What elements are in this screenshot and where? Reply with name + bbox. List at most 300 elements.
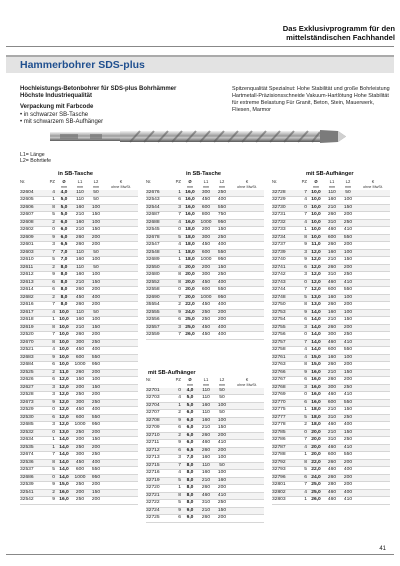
price-cell — [230, 477, 264, 485]
table-cell: 3 — [304, 384, 307, 390]
table-cell: 250 — [91, 339, 101, 345]
table-cell: 8,0 — [186, 477, 194, 483]
table-cell: 450 — [75, 407, 85, 413]
table-cell: 550 — [343, 347, 353, 353]
table-cell: 950 — [217, 294, 227, 300]
table-row — [20, 377, 138, 385]
table-cell: 20,0 — [311, 429, 321, 435]
table-cell: 550 — [343, 234, 353, 240]
table-cell: 32605 — [20, 197, 34, 203]
price-cell — [104, 324, 138, 332]
table-row — [20, 384, 138, 392]
table-row — [272, 204, 390, 212]
price-cell — [230, 470, 264, 478]
price-cell — [356, 482, 390, 490]
table-row — [146, 477, 264, 485]
price-cell — [356, 339, 390, 347]
table-cell: 18,0 — [311, 414, 321, 420]
price-cell — [104, 264, 138, 272]
table-cell: 200 — [201, 227, 211, 233]
price-cell — [104, 332, 138, 340]
table-cell: 200 — [217, 447, 227, 453]
price-cell — [230, 294, 264, 302]
table-row — [20, 324, 138, 332]
table-row — [20, 497, 138, 505]
table-cell: 4 — [178, 395, 181, 401]
col-l1: L1 — [329, 180, 335, 185]
table-cell: 110 — [328, 189, 336, 195]
table-cell: 4 — [304, 489, 307, 495]
price-cell — [356, 287, 390, 295]
table-cell: 32613 — [20, 279, 34, 285]
price-cell — [356, 459, 390, 467]
table-cell: 310 — [327, 414, 337, 420]
table-cell: 11,0 — [59, 369, 69, 375]
table-cell: 150 — [91, 384, 101, 390]
table-cell: 200 — [343, 302, 353, 308]
table-row — [272, 197, 390, 205]
table-cell: 200 — [343, 212, 353, 218]
table-row — [272, 452, 390, 460]
table-row — [20, 197, 138, 205]
table-cell: 460 — [327, 489, 337, 495]
feature-text: Spitzenqualität Spezialnut: Hohe Stabilität und große Bohrleistung Hartmetall-Präzisionsschneide Vakuum-Hartlötung Hohe Stabilität für extreme Belastung Für Granit, Beton, Stein, Mauerwerk, Fliesen, Marmor — [232, 86, 390, 113]
col-pz: PZ — [49, 180, 55, 185]
table-cell: 4,0 — [186, 387, 194, 393]
table-cell: 250 — [75, 497, 85, 503]
table-cell: 100 — [91, 204, 101, 210]
col-l2: L2 — [345, 180, 351, 185]
table-cell: 2 — [52, 369, 55, 375]
table-cell: 32520 — [20, 332, 34, 338]
table-cell: 32703 — [146, 395, 160, 401]
table-cell: 5 — [178, 500, 181, 506]
table-cell: 8 — [178, 279, 181, 285]
table-cell: 950 — [91, 362, 101, 368]
price-cell — [230, 234, 264, 242]
table-cell: 160 — [75, 257, 85, 263]
price-cell — [104, 227, 138, 235]
table-row — [20, 294, 138, 302]
table-cell: 2 — [52, 219, 55, 225]
table-row — [20, 332, 138, 340]
table-row — [272, 227, 390, 235]
table-cell: 7 — [52, 302, 55, 308]
table-cell: 5 — [52, 467, 55, 473]
table-cell: 410 — [343, 227, 353, 233]
table-cell: 24,0 — [185, 309, 195, 315]
table-row — [20, 249, 138, 257]
table-cell: 8 — [304, 459, 307, 465]
table-cell: 32525 — [20, 369, 34, 375]
price-cell — [104, 414, 138, 422]
table-cell: 5 — [52, 257, 55, 263]
table-cell: 200 — [217, 317, 227, 323]
table-cell: 600 — [201, 249, 211, 255]
table-cell: 7 — [178, 294, 181, 300]
table-cell: 20,0 — [311, 444, 321, 450]
price-cell — [356, 422, 390, 430]
table-cell: 32709 — [146, 425, 160, 431]
price-cell — [104, 317, 138, 325]
table-cell: 6,0 — [186, 417, 194, 423]
price-cell — [230, 264, 264, 272]
table-cell: 260 — [327, 324, 337, 330]
table-cell: 32733 — [272, 227, 286, 233]
col-pz: PZ — [175, 378, 181, 383]
table-cell: 260 — [75, 234, 85, 240]
table-cell: 0 — [304, 392, 307, 398]
table-cell: 200 — [75, 437, 85, 443]
table-cell: 400 — [91, 294, 101, 300]
price-cell — [104, 437, 138, 445]
table-cell: 5 — [178, 234, 181, 240]
price-cell — [356, 309, 390, 317]
table-cell: 32602 — [20, 227, 34, 233]
table-cell: 9 — [52, 272, 55, 278]
table-cell: 32753 — [272, 309, 286, 315]
table-cell: 25,0 — [185, 317, 195, 323]
table-cell: 110 — [76, 249, 84, 255]
table-cell: 32704 — [146, 402, 160, 408]
table-cell: 5 — [304, 294, 307, 300]
table-cell: 16,0 — [185, 197, 195, 203]
table-cell: 8,0 — [60, 279, 68, 285]
price-cell — [230, 272, 264, 280]
table-row — [272, 437, 390, 445]
price-cell — [104, 309, 138, 317]
table-cell: 14,0 — [311, 317, 321, 323]
table-cell: 150 — [343, 369, 353, 375]
table-cell: 14,0 — [311, 332, 321, 338]
table-cell: 32687 — [146, 212, 160, 218]
table-cell: 9,0 — [186, 515, 194, 521]
table-cell: 16,0 — [311, 369, 321, 375]
price-cell — [230, 395, 264, 403]
table-cell: 1000 — [200, 294, 212, 300]
table-row — [272, 497, 390, 505]
table-cell: 2 — [178, 410, 181, 416]
table-cell: 32614 — [20, 287, 34, 293]
price-cell — [230, 257, 264, 265]
table-cell: 20,0 — [185, 272, 195, 278]
table-cell: 8 — [178, 492, 181, 498]
col-diameter: Ø — [314, 180, 318, 185]
table-cell: 32756 — [272, 332, 286, 338]
table-cell: 400 — [343, 422, 353, 428]
table-cell: 7 — [304, 189, 307, 195]
price-cell — [230, 500, 264, 508]
price-cell — [356, 384, 390, 392]
table-cell: 250 — [91, 452, 101, 458]
table-cell: 20,0 — [185, 294, 195, 300]
table-cell: 1000 — [74, 474, 86, 480]
table-row — [20, 190, 138, 197]
table-cell: 32796 — [272, 474, 286, 480]
table-row — [20, 264, 138, 272]
table-cell: 200 — [91, 242, 101, 248]
table-cell: 32769 — [272, 392, 286, 398]
table-cell: 460 — [327, 497, 337, 503]
table-cell: 600 — [327, 347, 337, 353]
table-cell: 32741 — [272, 264, 286, 270]
price-cell — [104, 467, 138, 475]
price-cell — [104, 459, 138, 467]
table-cell: 20,0 — [185, 264, 195, 270]
table-cell: 950 — [91, 474, 101, 480]
table-row — [20, 309, 138, 317]
table-cell: 32689 — [146, 257, 160, 263]
table-cell: 260 — [327, 302, 337, 308]
table-cell: 1 — [52, 317, 55, 323]
table-cell: 50 — [219, 395, 225, 401]
unit-mm: mm — [328, 185, 336, 189]
table-cell: 32608 — [20, 219, 34, 225]
table-cell: 4 — [304, 219, 307, 225]
table-cell: 160 — [201, 402, 211, 408]
table-cell: 32611 — [20, 264, 34, 270]
table-cell: 6 — [304, 399, 307, 405]
table-cell: 100 — [343, 197, 353, 203]
table-cell: 160 — [75, 204, 85, 210]
table-cell: 5,0 — [186, 402, 194, 408]
price-cell — [230, 492, 264, 500]
table-cell: 110 — [76, 264, 84, 270]
table-cell: 26,0 — [311, 497, 321, 503]
table-cell: 410 — [343, 279, 353, 285]
price-cell — [104, 204, 138, 212]
page-title: Hammerbohrer SDS-plus — [20, 59, 145, 71]
table-cell: 150 — [91, 324, 101, 330]
table-cell: 6 — [52, 414, 55, 420]
table-cell: 200 — [343, 482, 353, 488]
table-cell: 7,0 — [60, 249, 68, 255]
table-cell: 9 — [304, 309, 307, 315]
section-bag-1: in SB-Tasche — [58, 171, 94, 177]
table-cell: 7 — [52, 452, 55, 458]
table-cell: 4 — [304, 347, 307, 353]
col-price: € — [371, 180, 375, 185]
price-cell — [356, 264, 390, 272]
table-cell: 32627 — [20, 384, 34, 390]
price-cell — [356, 279, 390, 287]
price-cell — [356, 197, 390, 205]
table-cell: 400 — [217, 324, 227, 330]
table-cell: 260 — [327, 242, 337, 248]
table-cell: 32542 — [20, 497, 34, 503]
table-cell: 5 — [52, 212, 55, 218]
table-cell: 0 — [304, 204, 307, 210]
table-cell: 18,0 — [185, 234, 195, 240]
table-cell: 6 — [178, 317, 181, 323]
table-row — [272, 324, 390, 332]
price-cell — [356, 332, 390, 340]
table-cell: 300 — [201, 189, 211, 195]
price-cell — [104, 347, 138, 355]
table-cell: 400 — [217, 332, 227, 338]
table-cell: 14,0 — [59, 444, 69, 450]
table-cell: 250 — [75, 392, 85, 398]
price-cell — [104, 482, 138, 490]
table-row — [20, 257, 138, 265]
table-cell: 50 — [93, 197, 99, 203]
table-cell: 32742 — [272, 272, 286, 278]
table-cell: 32758 — [272, 347, 286, 353]
table-cell: 7 — [178, 332, 181, 338]
table-cell: 460 — [327, 467, 337, 473]
table-cell: 150 — [343, 204, 353, 210]
table-cell: 410 — [343, 444, 353, 450]
table-cell: 22,0 — [185, 302, 195, 308]
price-cell — [356, 272, 390, 280]
table-row — [146, 279, 264, 287]
table-cell: 6,5 — [60, 242, 68, 248]
table-cell: 16,0 — [185, 212, 195, 218]
table-row — [146, 515, 264, 523]
product-table-3 — [272, 180, 390, 505]
table-row — [146, 410, 264, 418]
table-cell: 7 — [304, 287, 307, 293]
table-row — [20, 212, 138, 220]
table-cell: 32530 — [20, 414, 34, 420]
table-cell: 100 — [217, 455, 227, 461]
table-cell: 7 — [178, 212, 181, 218]
table-cell: 600 — [75, 467, 85, 473]
table-cell: 32521 — [20, 347, 34, 353]
table-cell: 32801 — [272, 482, 286, 488]
price-cell — [104, 429, 138, 437]
table-cell: 6 — [304, 377, 307, 383]
price-cell — [356, 452, 390, 460]
table-cell: 32775 — [272, 407, 286, 413]
table-cell: 260 — [327, 474, 337, 480]
table-cell: 100 — [343, 309, 353, 315]
table-cell: 3 — [304, 249, 307, 255]
table-cell: 32768 — [272, 384, 286, 390]
price-cell — [356, 399, 390, 407]
price-cell — [230, 515, 264, 523]
table-cell: 32739 — [272, 249, 286, 255]
table-cell: 150 — [343, 257, 353, 263]
table-row — [146, 287, 264, 295]
price-cell — [230, 212, 264, 220]
table-cell: 12,0 — [59, 384, 69, 390]
table-cell: 1 — [178, 189, 181, 195]
table-row — [272, 429, 390, 437]
table-cell: 32685 — [20, 422, 34, 428]
table-cell: 210 — [327, 257, 337, 263]
table-cell: 32728 — [272, 189, 286, 195]
price-cell — [230, 227, 264, 235]
table-cell: 0 — [178, 387, 181, 393]
table-cell: 1 — [52, 437, 55, 443]
price-cell — [230, 317, 264, 325]
price-cell — [356, 497, 390, 505]
table-cell: 160 — [75, 219, 85, 225]
table-cell: 150 — [91, 437, 101, 443]
table-cell: 9 — [52, 354, 55, 360]
price-cell — [356, 302, 390, 310]
table-cell: 32676 — [146, 189, 160, 195]
table-cell: 600 — [327, 287, 337, 293]
table-cell: 150 — [343, 407, 353, 413]
table-cell: 32616 — [20, 302, 34, 308]
table-row — [272, 482, 390, 490]
table-cell: 14,0 — [59, 467, 69, 473]
table-cell: 50 — [93, 189, 99, 195]
table-cell: 550 — [91, 467, 101, 473]
table-cell: 5 — [304, 414, 307, 420]
table-row — [146, 294, 264, 302]
table-row — [272, 377, 390, 385]
table-row — [272, 407, 390, 415]
table-cell: 50 — [93, 309, 99, 315]
table-cell: 550 — [343, 452, 353, 458]
table-cell: 5 — [178, 477, 181, 483]
table-cell: 200 — [217, 432, 227, 438]
table-row — [146, 309, 264, 317]
table-cell: 450 — [201, 332, 211, 338]
table-row — [146, 302, 264, 310]
table-cell: 2 — [52, 489, 55, 495]
table-cell: 32674 — [20, 452, 34, 458]
table-cell: 6 — [304, 317, 307, 323]
price-cell — [104, 377, 138, 385]
table-cell: 32713 — [146, 455, 160, 461]
table-cell: 16,0 — [185, 189, 195, 195]
table-row — [272, 309, 390, 317]
table-row — [20, 422, 138, 430]
table-cell: 10,0 — [311, 212, 321, 218]
table-cell: 50 — [93, 249, 99, 255]
table-cell: 7,0 — [186, 455, 194, 461]
table-row — [272, 317, 390, 325]
unit-mm: mm — [312, 185, 320, 189]
table-cell: 100 — [343, 354, 353, 360]
section-hanger-2: mit SB-Aufhänger — [306, 171, 354, 177]
table-cell: 6 — [178, 447, 181, 453]
table-cell: 3 — [52, 242, 55, 248]
table-cell: 32725 — [146, 515, 160, 521]
table-cell: 6,0 — [186, 440, 194, 446]
table-cell: 32719 — [146, 477, 160, 483]
table-cell: 9 — [304, 257, 307, 263]
table-cell: 160 — [327, 309, 337, 315]
table-cell: 260 — [327, 377, 337, 383]
table-row — [20, 407, 138, 415]
intro-headline: Hochleistungs-Betonbohrer für SDS-plus Bohrhämmer — [20, 86, 177, 92]
table-row — [146, 395, 264, 403]
table-cell: 250 — [343, 219, 353, 225]
table-row — [272, 459, 390, 467]
table-cell: 210 — [201, 507, 211, 513]
unit-mm: mm — [92, 185, 100, 189]
table-cell: 100 — [91, 377, 101, 383]
table-cell: 150 — [217, 227, 227, 233]
table-row — [20, 272, 138, 280]
table-cell: 250 — [75, 429, 85, 435]
price-cell — [230, 204, 264, 212]
table-row — [146, 462, 264, 470]
table-cell: 8 — [304, 234, 307, 240]
table-cell: 300 — [75, 399, 85, 405]
table-row — [146, 485, 264, 493]
table-cell: 0 — [52, 429, 55, 435]
table-cell: 450 — [75, 294, 85, 300]
drill-bit-image — [20, 120, 360, 154]
table-row — [146, 432, 264, 440]
price-cell — [230, 455, 264, 463]
